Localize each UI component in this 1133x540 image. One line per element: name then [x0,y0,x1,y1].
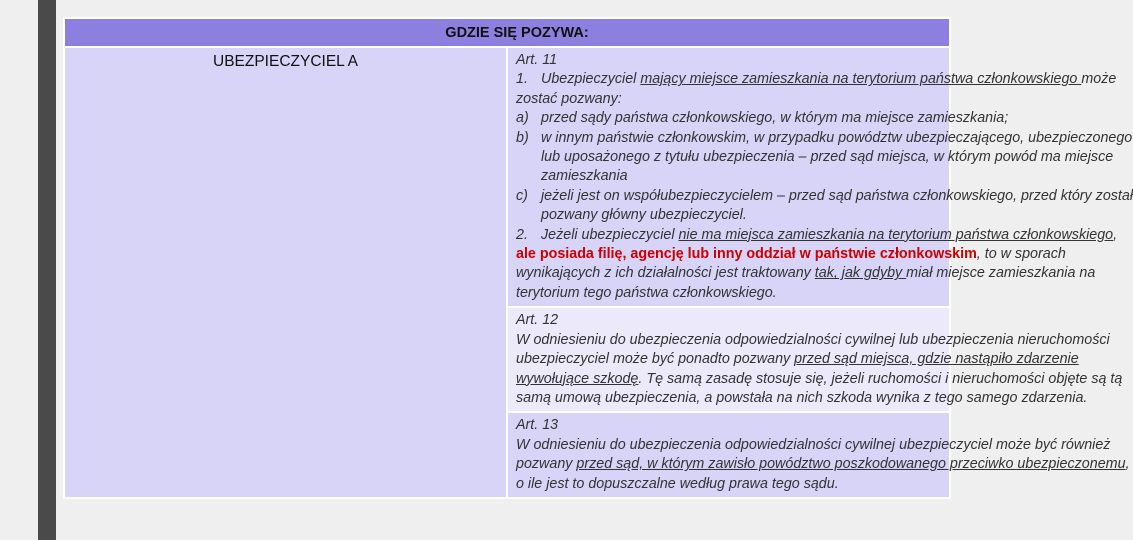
art11-point-c-cont: pozwany główny ubezpieczyciel. [541,207,747,224]
art11-para1: 1. Ubezpieczyciel mający miejsce zamieszkania na terytorium państwa członkowskiego może [516,71,1117,88]
art11-para2-cont1: ale posiada filię, agencję lub inny oddział w państwie członkowskim, to w sporach [516,246,1066,263]
art11-para2-cont3: terytorium tego państwa członkowskiego. [516,284,777,301]
art11-title: Art. 11 [516,52,558,68]
jurisdiction-table [63,17,1133,499]
art11-para1-cont: zostać pozwany: [516,90,622,107]
left-decorative-bar [38,0,56,540]
table-header: GDZIE SIĘ POZYWA: [64,18,950,47]
art12-line4: samą umową ubezpieczenia, a powstała na nich szkoda wynika z tego samego zdarzenia. [516,389,1088,406]
art11-point-c: c) jeżeli jest on współubezpieczycielem – przed sąd państwa członkowskiego, przed który został [516,187,1133,204]
art11-point-a: a) przed sądy państwa członkowskiego, w którym ma miejsce zamieszkania; [516,110,1009,127]
art11-point-b-cont2: zamieszkania [541,168,628,185]
art12-title: Art. 12 [516,312,559,329]
article-13-cell [507,412,1130,498]
art11-para2-cont2: wynikających z ich działalności jest traktowany tak, jak gdyby miał miejsce zamieszkania na [516,265,1096,282]
art13-line1: W odniesieniu do ubezpieczenia odpowiedzialności cywilnej ubezpieczyciel może być również [516,436,1111,453]
article-12-cell [507,307,1123,412]
party-cell: UBEZPIECZYCIEL A [64,47,507,498]
art13-line2: pozwany przed sąd, w którym zawisło powództwo poszkodowanego przeciwko ubezpieczonemu, [516,456,1130,473]
art12-line2: ubezpieczyciel może być ponadto pozwany przed sąd miejsca, gdzie nastąpiło zdarzenie [516,351,1079,368]
art11-point-b: b) w innym państwie członkowskim, w przypadku powództw ubezpieczającego, ubezpieczonego [516,129,1133,146]
art12-line1: W odniesieniu do ubezpieczenia odpowiedzialności cywilnej lub ubezpieczenia nieruchomości [516,331,1110,348]
article-11-cell [507,47,1133,307]
art12-line3: wywołujące szkodę. Tę samą zasadę stosuje się, jeżeli ruchomości i nieruchomości objęte są tą [516,370,1123,387]
art11-point-b-cont1: lub uposażonego z tytułu ubezpieczenia – przed sąd miejsca, w którym powód ma miejsce [541,149,1114,166]
art13-line3: o ile jest to dopuszczalne według prawa tego sądu. [516,475,839,492]
art11-para2: 2. Jeżeli ubezpieczyciel nie ma miejsca zamieszkania na terytorium państwa członkowskiego, [516,226,1118,243]
art13-title: Art. 13 [516,417,559,434]
